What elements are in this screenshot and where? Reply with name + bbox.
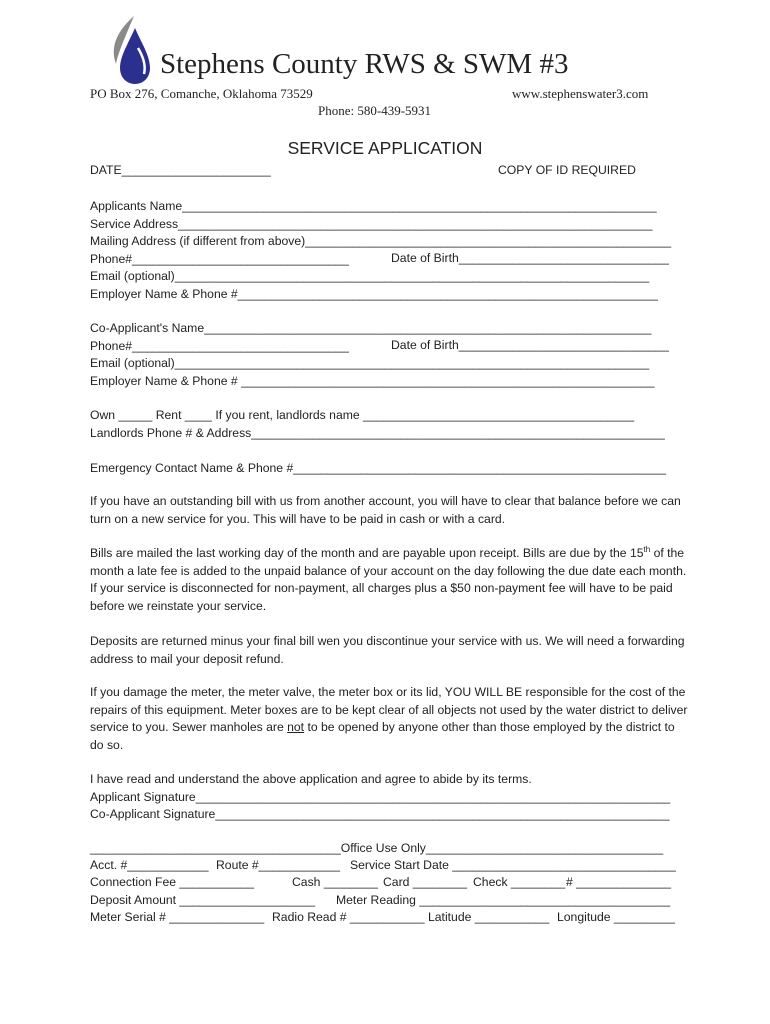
- mailing-address-field[interactable]: Mailing Address (if different from above)______________________________________________________: [90, 234, 672, 248]
- office-use-header: _____________________________________Office Use Only___________________________________: [90, 841, 664, 855]
- deposit-policy: Deposits are returned minus your final bill wen you discontinue your service with us. We will need a forwarding address to mail your deposit refund.: [90, 634, 685, 666]
- org-address: PO Box 276, Comanche, Oklahoma 73529: [90, 86, 313, 101]
- water-drop-logo: [108, 14, 154, 86]
- date-field[interactable]: DATE______________________: [90, 163, 271, 177]
- damage-policy: If you damage the meter, the meter valve, the meter box or its lid, YOU WILL BE responsible for the cost of the repairs of this equipment. Meter boxes are to be kept clear of all objects not used by the water district to deliver service to you. Sewer manholes are not to be opened by anyone other than those employed by the district to do so.: [90, 685, 688, 752]
- check-field[interactable]: Check ________: [473, 875, 566, 889]
- id-required-note: COPY OF ID REQUIRED: [498, 163, 636, 177]
- co-applicant-email-field[interactable]: Email (optional)______________________________________________________________________: [90, 356, 650, 370]
- co-applicant-signature-field[interactable]: Co-Applicant Signature___________________________________________________________________: [90, 807, 670, 821]
- service-start-date-field[interactable]: Service Start Date _________________________________: [350, 857, 676, 872]
- applicant-dob-field[interactable]: Date of Birth_______________________________: [391, 250, 669, 265]
- deposit-amount-field[interactable]: Deposit Amount ____________________: [90, 892, 315, 907]
- meter-reading-field[interactable]: Meter Reading _____________________________________: [336, 892, 671, 907]
- service-address-field[interactable]: Service Address______________________________________________________________________: [90, 216, 653, 231]
- co-applicant-phone-field[interactable]: Phone#________________________________: [90, 338, 349, 353]
- co-applicant-dob-field[interactable]: Date of Birth_______________________________: [391, 337, 669, 352]
- org-name: Stephens County RWS & SWM #3: [160, 48, 569, 80]
- co-applicant-name-field[interactable]: Co-Applicant's Name__________________________________________________________________: [90, 321, 652, 335]
- route-number-field[interactable]: Route #____________: [216, 857, 341, 872]
- billing-policy: Bills are mailed the last working day of the month and are payable upon receipt. Bills are due by the 15th of the month a late fee is added to the unpaid balance of your account on the day following the due date each month. If your service is disconnected for non-payment, all charges plus a $50 non-payment fee will have to be paid before we reinstate your service.: [90, 544, 687, 613]
- applicant-email-field[interactable]: Email (optional)______________________________________________________________________: [90, 269, 650, 283]
- card-field[interactable]: Card ________: [383, 875, 468, 889]
- applicant-signature-field[interactable]: Applicant Signature______________________________________________________________________: [90, 789, 671, 804]
- radio-read-field[interactable]: Radio Read # ___________: [272, 910, 425, 924]
- account-number-field[interactable]: Acct. #____________: [90, 857, 209, 872]
- latitude-field[interactable]: Latitude ___________: [428, 910, 550, 924]
- applicant-name-field[interactable]: Applicants Name______________________________________________________________________: [90, 199, 657, 213]
- agreement-statement: I have read and understand the above application and agree to abide by its terms.: [90, 772, 532, 786]
- own-rent-field[interactable]: Own _____ Rent ____ If you rent, landlords name ________________________________________: [90, 408, 635, 422]
- longitude-field[interactable]: Longitude _________: [557, 910, 675, 924]
- applicant-phone-field[interactable]: Phone#________________________________: [90, 251, 349, 266]
- org-phone: Phone: 580-439-5931: [318, 103, 432, 118]
- emergency-contact-field[interactable]: Emergency Contact Name & Phone #_______________________________________________________: [90, 460, 667, 475]
- form-title: SERVICE APPLICATION: [287, 138, 483, 158]
- landlord-contact-field[interactable]: Landlords Phone # & Address_____________________________________________________________: [90, 425, 665, 440]
- applicant-employer-field[interactable]: Employer Name & Phone #______________________________________________________________: [90, 286, 658, 301]
- outstanding-bill-policy: If you have an outstanding bill with us from another account, you will have to clear that balance before we can turn on a new service for you. This will have to be paid in cash or with a card.: [90, 494, 681, 526]
- connection-fee-field[interactable]: Connection Fee ___________: [90, 875, 254, 889]
- cash-field[interactable]: Cash ________: [292, 875, 379, 889]
- org-website[interactable]: www.stephenswater3.com: [512, 86, 649, 101]
- co-applicant-employer-field[interactable]: Employer Name & Phone # _____________________________________________________________: [90, 373, 655, 388]
- meter-serial-field[interactable]: Meter Serial # ______________: [90, 910, 265, 924]
- check-number-field[interactable]: # ______________: [566, 875, 672, 889]
